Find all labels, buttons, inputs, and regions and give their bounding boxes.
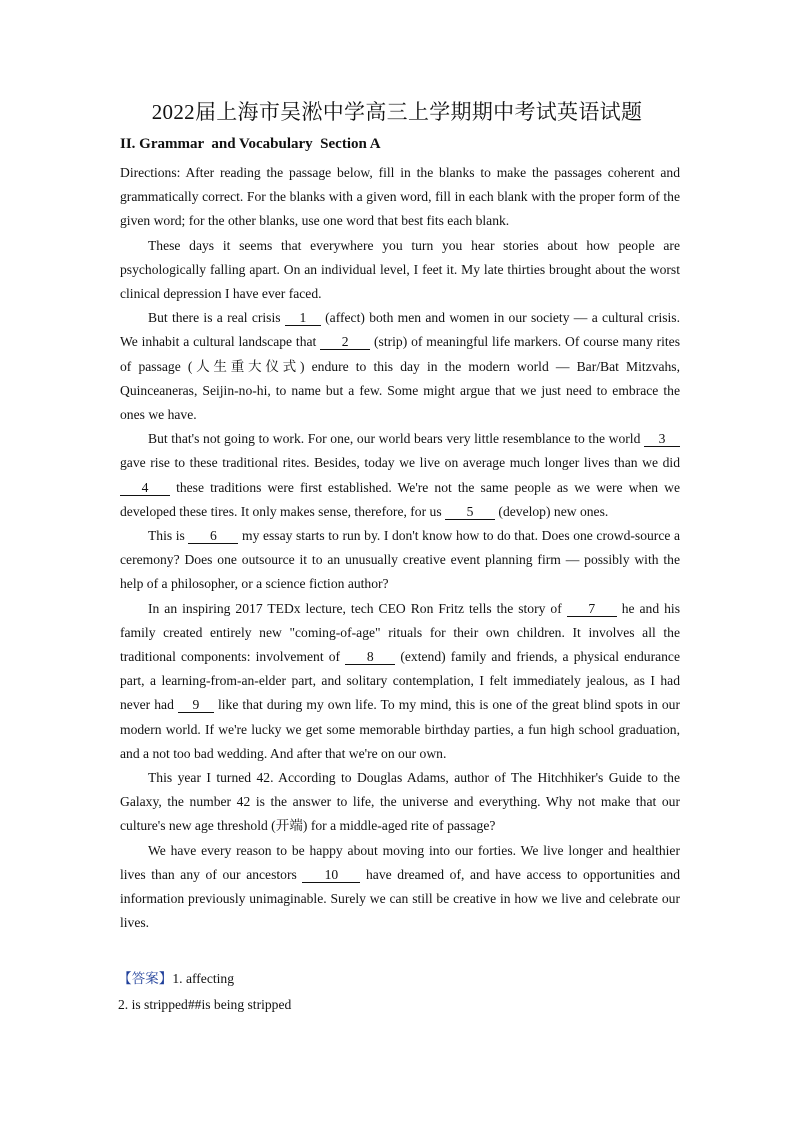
answer-tag: 【答案】 [118, 971, 173, 986]
paragraph-6: This year I turned 42. According to Douglas Adams, author of The Hitchhiker's Guide to the Galaxy, the number 42 is the answer to life, the universe and everything. Why not make that our culture's new age threshold (开端) for a middle-aged rite of passage? [120, 770, 680, 834]
blank-7[interactable]: 7 [567, 601, 617, 617]
section-heading: II. Grammar and Vocabulary Section A [120, 136, 381, 152]
blank-10[interactable]: 10 [302, 867, 360, 883]
directions: Directions: After reading the passage below, fill in the blanks to make the passages coherent and grammatically correct. For the blanks with a given word, fill in each blank with the proper form of the given word; for the other blanks, use one word that best fits each blank. [120, 165, 680, 229]
answer-1: 【答案】1. affecting [118, 971, 235, 986]
blank-9[interactable]: 9 [178, 697, 214, 713]
page-title: 2022届上海市吴淞中学高三上学期期中考试英语试题 [151, 100, 643, 124]
blank-8[interactable]: 8 [345, 649, 395, 665]
paragraph-4: This is 6 my essay starts to run by. I don't know how to do that. Does one crowd-source a ceremony? Does one outsource it to an unusually creative event planning firm — possibly with the help of a philosopher, or a science fiction author? [120, 528, 681, 592]
blank-2[interactable]: 2 [320, 334, 370, 350]
paragraph-3: But that's not going to work. For one, our world bears very little resemblance to the world 3 gave rise to these traditional rites. Besides, today we live on average much longer lives than we did 4 these traditions were first established. We're not the same people as we were when we developed these tires. It only makes sense, therefore, for us 5 (develop) new ones. [120, 431, 680, 519]
blank-6[interactable]: 6 [188, 528, 238, 544]
paragraph-1: These days it seems that everywhere you turn you hear stories about how people are psychologically falling apart. On an individual level, I feet it. My late thirties brought about the worst clinical depression I have ever faced. [120, 237, 680, 302]
blank-5[interactable]: 5 [445, 504, 495, 520]
answer-key [118, 966, 291, 1018]
blank-3[interactable]: 3 [644, 431, 680, 447]
blank-4[interactable]: 4 [120, 480, 170, 496]
blank-1[interactable]: 1 [285, 310, 321, 326]
answer-2: 2. is stripped##is being stripped [118, 997, 292, 1012]
paragraph-5: In an inspiring 2017 TEDx lecture, tech CEO Ron Fritz tells the story of 7 he and his family created entirely new "coming-of-age" rituals for their own children. It involves all the traditional components: involvement of 8 (extend) family and friends, a physical endurance part, a learning-from-an-elder part, and solitary contemplation, I felt immediately jealous, as I had never had 9 like that during my own life. To my mind, this is one of the great blind spots in our modern world. If we're lucky we get some memorable birthday parties, a fun high school graduation, and a not too bad wedding. And after that we're on our own. [120, 600, 680, 761]
paragraph-7: We have every reason to be happy about moving into our forties. We live longer and healthier lives than any of our ancestors 10 have dreamed of, and have access to opportunities and information previously unimaginable. Surely we can still be creative in how we live and celebrate our lives. [120, 842, 680, 931]
document-body [120, 161, 680, 936]
paragraph-2: But there is a real crisis 1 (affect) both men and women in our society — a cultural crisis. We inhabit a cultural landscape that 2 (strip) of meaningful life markers. Of course many rites of passage (人生重大仪式) endure to this day in the modern world — Bar/Bat Mitzvahs, Quinceaneras, Seijin-no-hi, to name but a few. Some might argue that we just need to embrace the ones we have. [120, 310, 681, 423]
